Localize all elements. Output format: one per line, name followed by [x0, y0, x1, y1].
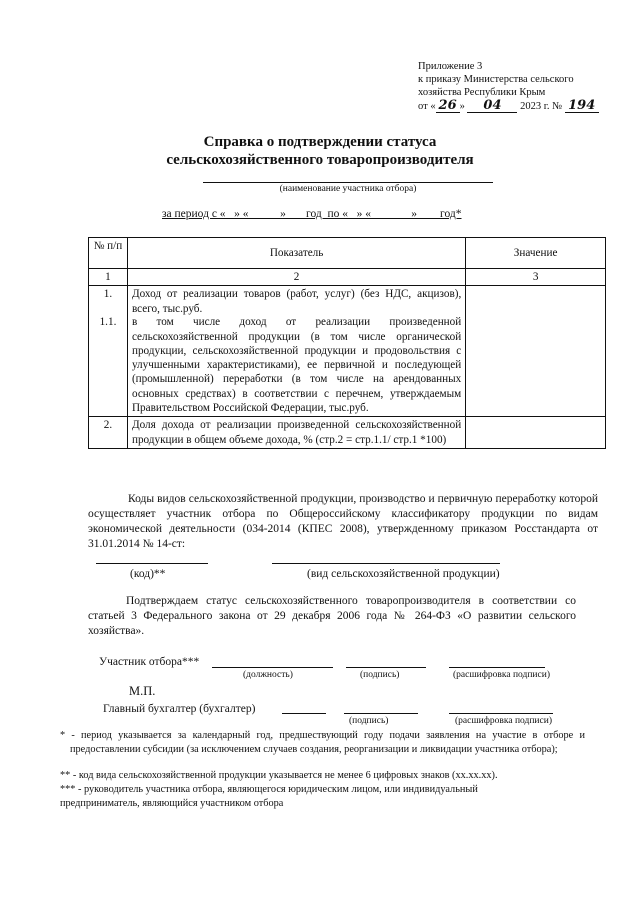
appendix-day: 26 [436, 99, 460, 113]
table-row: 1. 1.1. Доход от реализации товаров (работ, услуг) (без НДС, акцизов), всего, тыс.руб. в том числе доход от реализации произведенной сельскохозяйственной продукции (в том числе органической продукции, сельскохозяйственной продукции и продовольствия с улучшенными характеристиками), ее первичной и последующей (промышленной) переработки (в том числе на арендованных основных средствах) в соответствии с перечнем, утверждаемым Правительством Российской Федерации, тыс.руб. [89, 286, 606, 417]
sign-line [346, 667, 426, 668]
value-cell-1[interactable] [466, 286, 606, 417]
acc-line-1 [282, 713, 326, 714]
participant-caption: (наименование участника отбора) [279, 184, 417, 194]
position-line [212, 667, 333, 668]
code-line [96, 563, 208, 564]
header-indicator: Показатель [127, 238, 465, 269]
indicators-table [88, 237, 606, 449]
appendix-date-line: от « 26 » 04 2023 г. № 194 [418, 99, 599, 113]
appendix-month: 04 [467, 99, 517, 113]
sign-caption: (подпись) [360, 670, 400, 680]
table-header-row [89, 238, 606, 269]
codes-paragraph: Коды видов сельскохозяйственной продукции, производство и первичную переработку которой осуществляет участник отбора по Общероссийскому классификатору продукции по видам экономической деятельности (034-2014 (КПЕС 2008), утвержденному приказом Росстандарта от 31.01.2014 № 14-ст: [88, 493, 598, 550]
decode-line [449, 667, 545, 668]
footnote-3: *** - руководитель участника отбора, являющегося юридическим лицом, или индивидуальный предприниматель, являющийся участником отбора [60, 784, 478, 809]
accountant-label: Главный бухгалтер (бухгалтер) [103, 703, 256, 715]
acc-decode-line [449, 713, 553, 714]
footnote-2: ** - код вида сельскохозяйственной продукции указывается не менее 6 цифровых знаков (хх.хх.хх). [60, 770, 498, 781]
appendix-block [418, 60, 599, 113]
table-row: 2. Доля дохода от реализации произведенной сельскохозяйственной продукции в общем объеме дохода, % (стр.2 = стр.1.1/ стр.1 *100) [89, 417, 606, 449]
header-num: № п/п [89, 238, 128, 269]
participant-label: Участник отбора*** [99, 656, 200, 668]
participant-line [203, 182, 493, 183]
confirm-paragraph: Подтверждаем статус сельскохозяйственного товаропроизводителя в соответствии со статьей 3 Федерального закона от 29 декабря 2006 года № 264-ФЗ «О развитии сельского хозяйства». [88, 595, 576, 637]
value-cell-2[interactable] [466, 417, 606, 449]
appendix-line2: к приказу Министерства сельского [418, 74, 574, 85]
decode-caption: (расшифровка подписи) [453, 670, 550, 680]
kind-caption: (вид сельскохозяйственной продукции) [307, 568, 500, 580]
acc-sign-line [344, 713, 418, 714]
position-caption: (должность) [243, 670, 293, 680]
acc-sign-caption: (подпись) [349, 716, 389, 726]
appendix-number: 194 [565, 99, 599, 113]
code-caption: (код)** [130, 568, 166, 580]
header-value: Значение [466, 238, 606, 269]
period-text: за период с « » « » год по « » « » год* [162, 208, 462, 220]
stamp-mp: М.П. [129, 684, 156, 698]
footnote-1: * - период указывается за календарный год, предшествующий году подачи заявления на участие в отборе и предоставлении субсидии (за исключением случаев создания, реорганизации и ликвидации участника отбора); [60, 730, 585, 755]
kind-line [272, 563, 500, 564]
acc-decode-caption: (расшифровка подписи) [455, 716, 552, 726]
appendix-line1: Приложение 3 [418, 61, 483, 72]
table-colnum-row: 1 2 3 [89, 269, 606, 286]
page-title: Справка о подтверждении статуса сельскохозяйственного товаропроизводителя [166, 134, 474, 168]
appendix-line3: хозяйства Республики Крым [418, 87, 546, 98]
